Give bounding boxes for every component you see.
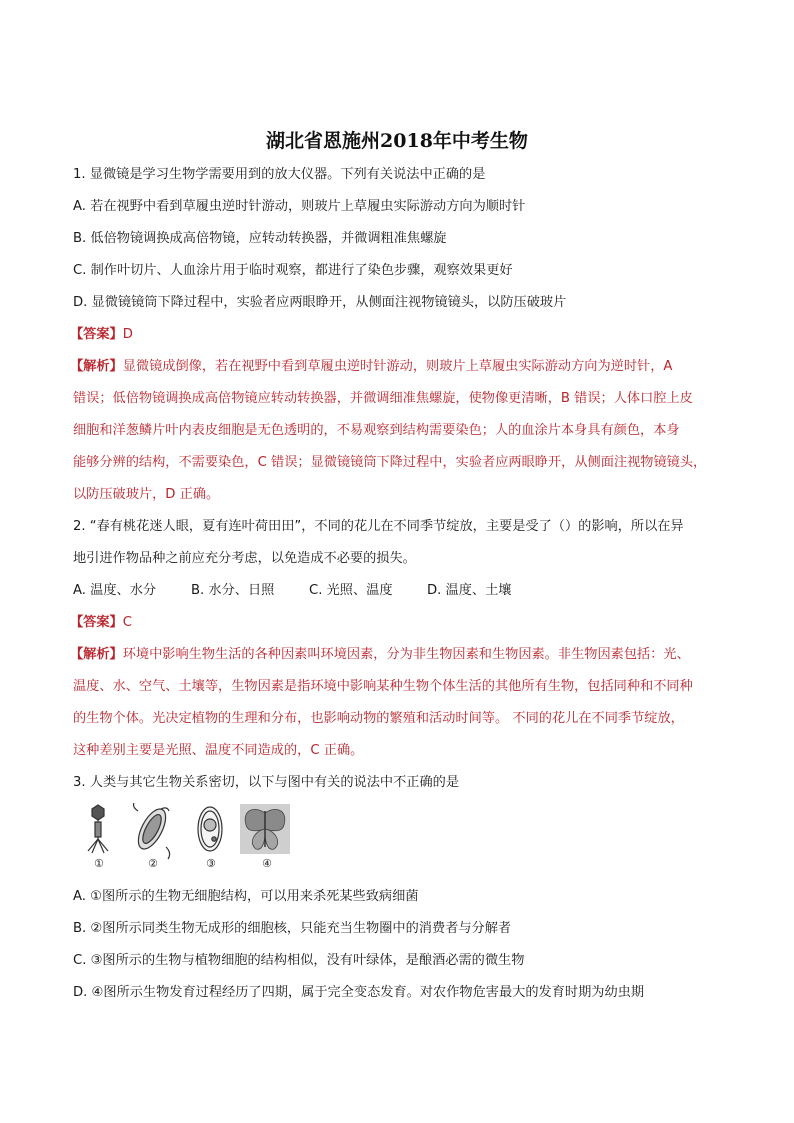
q2-analysis-line: 温度、水、空气、土壤等，生物因素是指环境中影响某种生物个体生活的其他所有生物，包括同种和不同种	[73, 679, 693, 694]
answer-tag: 【答案】	[70, 327, 123, 342]
figure-label-2: ②	[148, 857, 158, 870]
q2-analysis-line: 这种差别主要是光照、温度不同造成的，C 正确。	[73, 743, 364, 758]
yeast-illustration	[198, 807, 222, 851]
q2-analysis-line	[70, 646, 690, 664]
answer-tag: 【答案】	[70, 615, 123, 630]
answer-value: C	[122, 615, 132, 630]
q1-option-b: B. 低倍物镜调换成高倍物镜，应转动转换器，并微调粗准焦螺旋	[73, 231, 447, 246]
q1-stem: 1. 显微镜是学习生物学需要用到的放大仪器。下列有关说法中正确的是	[73, 167, 486, 182]
butterfly-illustration	[240, 804, 290, 854]
q1-analysis-line: 细胞和洋葱鳞片叶内表皮细胞是无色透明的，不易观察到结构需要染色；人的血涂片本身具有颜色，本身	[73, 423, 680, 438]
q3-option-c: C. ③图所示的生物与植物细胞的结构相似，没有叶绿体，是酿酒必需的微生物	[73, 953, 525, 968]
q2-option-a: A. 温度、水分	[73, 583, 157, 598]
figure-label-3: ③	[206, 857, 216, 870]
q1-analysis-line: 能够分辨的结构，不需要染色，C 错误；显微镜镜筒下降过程中，实验者应两眼睁开，从侧面注视物镜镜头，	[73, 455, 707, 470]
q1-analysis-line: 以防压破玻片，D 正确。	[73, 487, 220, 502]
q2-option-b: B. 水分、日照	[191, 583, 275, 598]
q1-option-c: C. 制作叶切片、人血涂片用于临时观察，都进行了染色步骤，观察效果更好	[73, 263, 513, 278]
q3-option-b: B. ②图所示同类生物无成形的细胞核，只能充当生物圈中的消费者与分解者	[73, 921, 512, 936]
q1-analysis-line	[70, 358, 672, 376]
analysis-text: 显微镜成倒像，若在视野中看到草履虫逆时针游动，则玻片上草履虫实际游动方向为逆时针，A	[122, 359, 673, 374]
q2-analysis-line: 的生物个体。光决定植物的生理和分布，也影响动物的繁殖和活动时间等。 不同的花儿在不同季节绽放，	[73, 711, 684, 726]
figure-label-1: ①	[94, 857, 104, 870]
analysis-tag: 【解析】	[70, 647, 123, 662]
bacteriophage-illustration	[88, 805, 108, 853]
figure-label-4: ④	[262, 857, 272, 870]
q3-option-a: A. ①图所示的生物无细胞结构，可以用来杀死某些致病细菌	[73, 889, 419, 904]
q3-figure	[78, 803, 293, 869]
q2-stem: 2. “春有桃花迷人眼，夏有连叶荷田田”，不同的花儿在不同季节绽放，主要是受了（）的影响，所以在异	[73, 519, 684, 534]
q1-analysis-line: 错误；低倍物镜调换成高倍物镜应转动转换器，并微调细准焦螺旋，使物像更清晰，B 错误；人体口腔上皮	[73, 391, 693, 406]
q2-option-d: D. 温度、土壤	[427, 583, 512, 598]
bacterium-illustration	[133, 803, 171, 859]
q2-option-c: C. 光照、温度	[309, 583, 393, 598]
analysis-text: 环境中影响生物生活的各种因素叫环境因素，分为非生物因素和生物因素。非生物因素包括：光、	[122, 647, 690, 662]
q1-option-d: D. 显微镜镜筒下降过程中，实验者应两眼睁开，从侧面注视物镜镜头，以防压破玻片	[73, 295, 567, 310]
q3-option-d: D. ④图所示生物发育过程经历了四期，属于完全变态发育。对农作物危害最大的发育时期为幼虫期	[73, 985, 645, 1000]
q3-stem: 3. 人类与其它生物关系密切，以下与图中有关的说法中不正确的是	[73, 775, 460, 790]
q2-stem: 地引进作物品种之前应充分考虑，以免造成不必要的损失。	[73, 551, 416, 566]
answer-value: D	[122, 327, 133, 342]
page-title: 湖北省恩施州2018年中考生物	[266, 130, 528, 152]
q1-option-a: A. 若在视野中看到草履虫逆时针游动，则玻片上草履虫实际游动方向为顺时针	[73, 199, 526, 214]
analysis-tag: 【解析】	[70, 359, 123, 374]
q2-options	[73, 582, 511, 600]
q1-answer	[70, 326, 133, 344]
q2-answer	[70, 614, 132, 632]
